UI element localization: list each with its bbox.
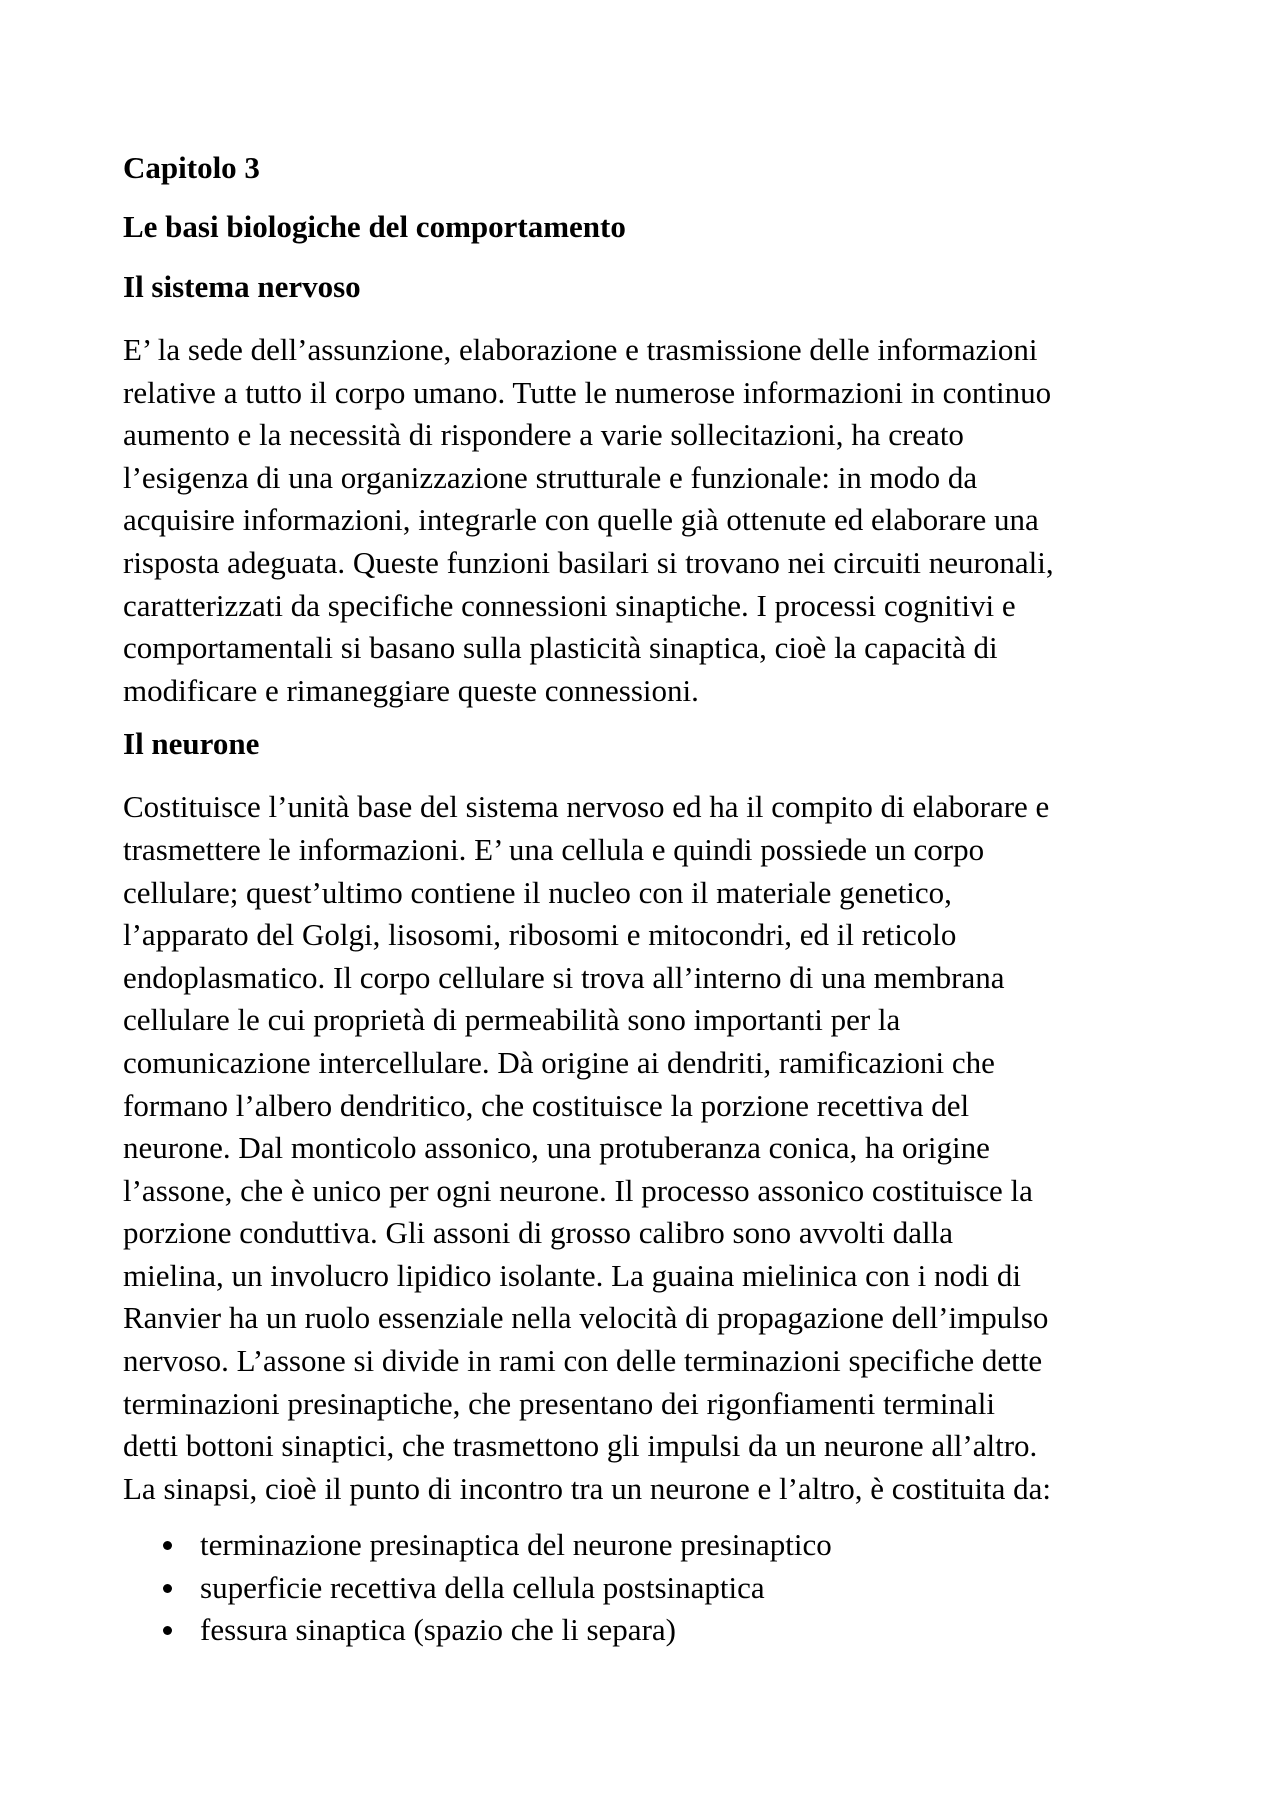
list-item-text: terminazione presinaptica del neurone presinaptico	[200, 1527, 832, 1563]
paragraph-line: nervoso. L’assone si divide in rami con delle terminazioni specifiche dette	[123, 1343, 1043, 1379]
paragraph-line: modificare e rimaneggiare queste connessioni.	[123, 672, 699, 708]
paragraph-line: l’apparato del Golgi, lisosomi, ribosomi e mitocondri, ed il reticolo	[123, 917, 957, 953]
paragraph-line: terminazioni presinaptiche, che presentano dei rigonfiamenti terminali	[123, 1385, 995, 1421]
paragraph-line: comunicazione intercellulare. Dà origine ai dendriti, ramificazioni che	[123, 1044, 995, 1080]
paragraph-line: cellulare le cui proprietà di permeabilità sono importanti per la	[123, 1002, 901, 1038]
paragraph-line: acquisire informazioni, integrarle con quelle già ottenute ed elaborare una	[123, 502, 1039, 538]
paragraph-line: Costituisce l’unità base del sistema nervoso ed ha il compito di elaborare e	[123, 789, 1050, 825]
paragraph-line: l’esigenza di una organizzazione strutturale e funzionale: in modo da	[123, 459, 978, 495]
paragraph-line: porzione conduttiva. Gli assoni di grosso calibro sono avvolti dalla	[123, 1215, 953, 1251]
document-page	[123, 150, 1183, 1652]
paragraph-line: caratterizzati da specifiche connessioni sinaptiche. I processi cognitivi e	[123, 587, 1016, 623]
list-item-text: superficie recettiva della cellula postsinaptica	[200, 1569, 765, 1605]
list-item-text: fessura sinaptica (spazio che li separa)	[200, 1612, 676, 1648]
paragraph-line: La sinapsi, cioè il punto di incontro tra un neurone e l’altro, è costituita da:	[123, 1470, 1052, 1506]
list-item	[123, 1609, 1183, 1652]
paragraph-line: mielina, un involucro lipidico isolante. La guaina mielinica con i nodi di	[123, 1257, 1021, 1293]
bullet-icon	[163, 1541, 172, 1550]
bullet-icon	[163, 1584, 172, 1593]
section-heading-sistema-nervoso: Il sistema nervoso	[123, 269, 361, 304]
paragraph-line: l’assone, che è unico per ogni neurone. Il processo assonico costituisce la	[123, 1172, 1033, 1208]
chapter-title: Le basi biologiche del comportamento	[123, 209, 626, 244]
paragraph-line: Ranvier ha un ruolo essenziale nella velocità di propagazione dell’impulso	[123, 1300, 1049, 1336]
paragraph-line: E’ la sede dell’assunzione, elaborazione e trasmissione delle informazioni	[123, 332, 1038, 367]
paragraph-line: aumento e la necessità di rispondere a varie sollecitazioni, ha creato	[123, 417, 964, 453]
bullet-icon	[163, 1626, 172, 1635]
paragraph-line: comportamentali si basano sulla plasticità sinaptica, cioè la capacità di	[123, 630, 998, 666]
paragraph-line: risposta adeguata. Queste funzioni basilari si trovano nei circuiti neuronali,	[123, 544, 1054, 580]
paragraph-neurone	[123, 786, 1183, 1510]
paragraph-line: relative a tutto il corpo umano. Tutte le numerose informazioni in continuo	[123, 374, 1052, 410]
paragraph-line: cellulare; quest’ultimo contiene il nucleo con il materiale genetico,	[123, 874, 952, 910]
chapter-number: Capitolo 3	[123, 150, 260, 185]
paragraph-line: detti bottoni sinaptici, che trasmettono gli impulsi da un neurone all’altro.	[123, 1428, 1038, 1464]
list-item	[123, 1524, 1183, 1567]
paragraph-sistema-nervoso	[123, 329, 1183, 712]
paragraph-line: trasmettere le informazioni. E’ una cellula e quindi possiede un corpo	[123, 831, 985, 867]
section-heading-neurone: Il neurone	[123, 726, 260, 762]
paragraph-line: endoplasmatico. Il corpo cellulare si trova all’interno di una membrana	[123, 959, 1005, 995]
list-item	[123, 1567, 1183, 1610]
bullet-list	[123, 1524, 1183, 1652]
paragraph-line: formano l’albero dendritico, che costituisce la porzione recettiva del	[123, 1087, 970, 1123]
paragraph-line: neurone. Dal monticolo assonico, una protuberanza conica, ha origine	[123, 1130, 990, 1166]
